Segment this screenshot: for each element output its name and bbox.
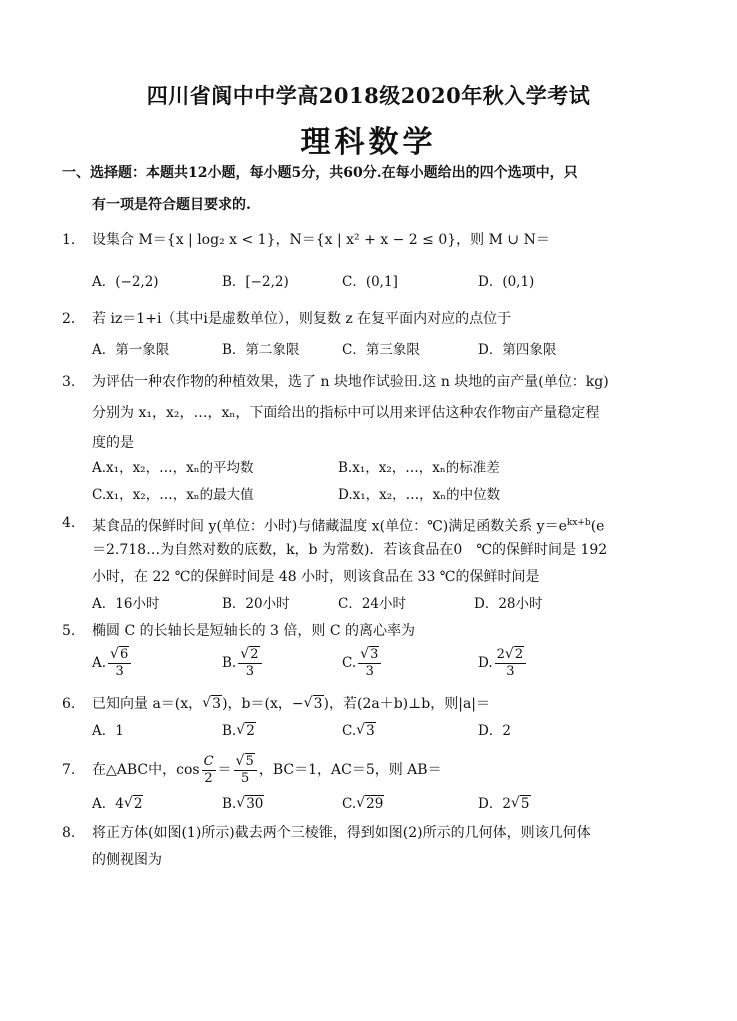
question-3-option-a: A.x₁，x₂，…，xₙ的平均数	[92, 460, 254, 476]
question-6-option-a: A．1	[92, 723, 124, 739]
question-7-text-post: ，BC＝1，AC＝5，则 AB＝	[258, 762, 442, 778]
question-7-option-c: C. √ 29	[342, 795, 384, 812]
question-8-number: 8.	[62, 825, 76, 841]
question-2-option-a: A．第一象限	[92, 342, 170, 358]
question-3-option-c: C.x₁，x₂，…，xₙ的最大值	[92, 487, 254, 503]
question-5-option-b	[222, 647, 264, 680]
question-5-text: 椭圆 C 的长轴长是短轴长的 3 倍，则 C 的离心率为	[92, 623, 416, 639]
question-7-option-a-label: A．4	[92, 796, 124, 812]
question-6-radicand-1: 3	[212, 696, 222, 712]
question-6-text-post: )，若(2a＋b)⊥b，则|a|＝	[323, 696, 491, 712]
exam-title: 四川省阆中中学高2018级2020年秋入学考试	[146, 83, 591, 108]
question-5-option-a-fraction: √ 6 3	[108, 647, 131, 680]
question-7-option-c-label: C.	[342, 796, 357, 812]
question-7-fraction-c-numerator: C	[203, 753, 214, 769]
question-1-option-b: B．[−2,2)	[222, 274, 289, 290]
question-4-option-c: C．24小时	[338, 596, 407, 612]
question-7-fraction-value: √ 5 5	[234, 754, 257, 787]
question-1-option-a: A．(−2,2)	[92, 274, 159, 290]
question-5-option-d-radicand: 2	[514, 647, 524, 662]
question-5-option-b-label: B.	[222, 655, 237, 671]
question-1-text: 设集合 M＝{x | log₂ x < 1}，N＝{x | x² + x − 2 ≤ 0}，则 M ∪ N＝	[92, 232, 550, 248]
question-6-text-mid: )，b＝(x，−	[222, 696, 304, 712]
question-5-option-c-denominator: 3	[365, 664, 374, 679]
question-3-text-line1: 为评估一种农作物的种植效果，选了 n 块地作试验田.这 n 块地的亩产量(单位：kg)	[92, 374, 609, 390]
question-7-fraction-c	[202, 754, 216, 787]
question-3-text-line2: 分别为 x₁，x₂，…，xₙ，下面给出的指标中可以用来评估这种农作物亩产量稳定程	[92, 405, 600, 421]
question-5-option-d-denominator: 3	[506, 664, 515, 679]
question-7-text-pre: 在△ABC中，cos	[92, 762, 200, 778]
question-2-option-d: D．第四象限	[478, 342, 557, 358]
question-7-equals: ＝	[217, 762, 232, 778]
section-heading-line1: 一、选择题：本题共12小题，每小题5分，共60分.在每小题给出的四个选项中，只	[62, 165, 578, 181]
question-6-option-b-radicand: 2	[246, 723, 255, 739]
question-3-text-line3: 度的是	[92, 435, 134, 451]
question-4-text-line2: ＝2.718…为自然对数的底数，k，b 为常数)．若该食品在0 ℃的保鲜时间是 192	[92, 542, 608, 558]
question-5-number: 5.	[62, 623, 76, 639]
question-2-option-b: B．第二象限	[222, 342, 300, 358]
question-1-number: 1．	[62, 232, 85, 248]
question-5-option-c-fraction: √ 3 3	[358, 647, 381, 680]
question-7-option-a-radicand: 2	[133, 796, 143, 812]
section-heading-line2: 有一项是符合题目要求的.	[92, 197, 251, 213]
question-8-text-line2: 的侧视图为	[92, 852, 162, 868]
question-5-option-b-fraction: √ 2 3	[238, 647, 261, 680]
question-4-text-line3: 小时，在 22 ℃的保鲜时间是 48 小时，则该食品在 33 ℃的保鲜时间是	[92, 569, 540, 585]
question-4-text-line1	[92, 513, 604, 537]
question-4-option-b: B．20小时	[222, 596, 290, 612]
question-6-radicand-2: 3	[313, 696, 323, 712]
question-5-option-b-radicand: 2	[250, 647, 259, 662]
question-6-option-b-label: B.	[222, 723, 237, 739]
question-5-option-c-label: C.	[342, 655, 357, 671]
question-3-number: 3.	[62, 374, 76, 390]
question-2-option-c: C．第三象限	[342, 342, 420, 358]
question-7-number: 7.	[62, 762, 76, 778]
question-6-option-c: C. √ 3	[342, 722, 375, 739]
question-6-option-c-radicand: 3	[366, 723, 375, 739]
question-8-text-line1: 将正方体(如图(1)所示)截去两个三棱锥，得到如图(2)所示的几何体，则该几何体	[92, 825, 591, 841]
question-5-option-a	[92, 647, 133, 680]
question-7-option-a: A．4 √ 2	[92, 795, 143, 812]
question-6-option-d: D．2	[478, 723, 511, 739]
question-6-text-pre: 已知向量 a＝(x，	[92, 696, 203, 712]
question-4-option-a: A．16小时	[92, 596, 160, 612]
question-5-option-a-denominator: 3	[115, 664, 124, 679]
question-7-option-b: B. √ 30	[222, 795, 264, 812]
question-5-option-a-label: A.	[92, 655, 107, 671]
question-4-text-line1-end: (e	[590, 518, 605, 535]
question-5-option-d-fraction: 2 √ 2 3	[495, 647, 527, 680]
question-4-exponent: kx+b	[566, 518, 591, 528]
question-7-option-b-radicand: 30	[246, 796, 264, 812]
question-3-option-b: B.x₁，x₂，…，xₙ的标准差	[338, 460, 500, 476]
question-5-option-c-radicand: 3	[370, 647, 379, 662]
question-5-option-a-radicand: 6	[120, 647, 129, 662]
question-5-option-c	[342, 647, 383, 680]
question-6-text: 已知向量 a＝(x， √ 3)，b＝(x，− √ 3)，若(2a＋b)⊥b，则|a|＝	[92, 695, 491, 712]
question-6-option-c-label: C.	[342, 723, 357, 739]
question-7-text	[92, 752, 442, 788]
question-4-number: 4.	[62, 515, 76, 531]
exam-subject: 理科数学	[300, 125, 437, 160]
question-2-text: 若 iz＝1+i（其中i是虚数单位），则复数 z 在复平面内对应的点位于	[92, 311, 512, 327]
question-1-option-d: D．(0,1)	[478, 274, 535, 290]
question-7-option-b-label: B.	[222, 796, 237, 812]
question-7-option-c-radicand: 29	[366, 796, 384, 812]
question-7-option-d-label: D．2	[478, 796, 511, 812]
question-7-option-d: D．2 √ 5	[478, 795, 530, 812]
question-3-option-d: D.x₁，x₂，…，xₙ的中位数	[338, 487, 501, 503]
question-1-option-c: C．(0,1]	[342, 274, 398, 290]
question-5-option-d	[478, 647, 528, 680]
question-4-option-d: D．28小时	[474, 596, 543, 612]
question-6-number: 6.	[62, 696, 76, 712]
question-6-option-b: B. √ 2	[222, 722, 255, 739]
question-5-option-d-coef: 2	[496, 647, 505, 662]
question-7-option-d-radicand: 5	[520, 796, 530, 812]
question-4-text-line1-main: 某食品的保鲜时间 y(单位：小时)与储藏温度 x(单位：℃)满足函数关系 y＝e	[92, 518, 567, 535]
question-5-option-b-denominator: 3	[245, 664, 254, 679]
question-7-fraction-value-denominator: 5	[241, 770, 250, 786]
question-7-fraction-value-radicand: 5	[245, 753, 254, 769]
question-7-fraction-c-denominator: 2	[204, 770, 213, 786]
question-5-option-d-label: D.	[478, 655, 493, 671]
question-2-number: 2．	[62, 311, 85, 327]
